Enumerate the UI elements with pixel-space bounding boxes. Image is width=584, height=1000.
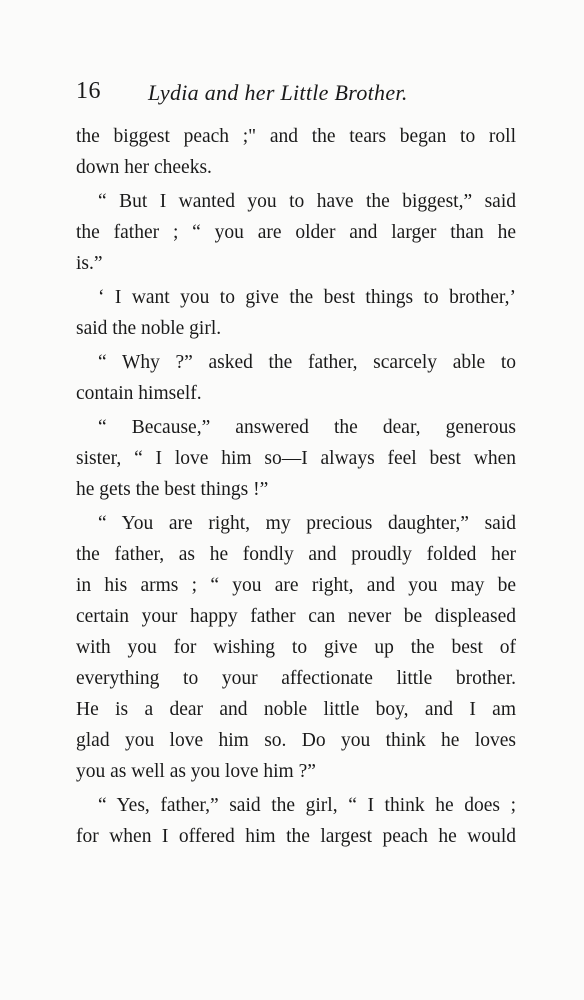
text-line: the father ; “ you are older and larger than he — [76, 222, 516, 243]
text-line: is.” — [76, 253, 103, 274]
text-line: “ Why ?” asked the father, scarcely able to — [98, 352, 516, 373]
text-line: glad you love him so. Do you think he loves — [76, 730, 516, 751]
text-line: he gets the best things !” — [76, 479, 269, 500]
text-line: for when I offered him the largest peach he would — [76, 826, 516, 847]
text-line: with you for wishing to give up the best of — [76, 637, 516, 658]
page-header — [76, 78, 516, 114]
text-line: contain himself. — [76, 383, 202, 404]
text-line: the biggest peach ;" and the tears began to roll — [76, 126, 516, 147]
text-line: ‘ I want you to give the best things to brother,’ — [98, 287, 516, 308]
text-line: down her cheeks. — [76, 157, 212, 178]
text-line: in his arms ; “ you are right, and you may be — [76, 575, 516, 596]
text-line: the father, as he fondly and proudly folded her — [76, 544, 516, 565]
running-head: Lydia and her Little Brother. — [148, 80, 408, 105]
text-line: everything to your affectionate little brother. — [76, 668, 516, 689]
text-line: you as well as you love him ?” — [76, 761, 316, 782]
text-line: He is a dear and noble little boy, and I am — [76, 699, 516, 720]
text-line: said the noble girl. — [76, 318, 222, 339]
page-number: 16 — [76, 78, 101, 104]
text-line: certain your happy father can never be displeased — [76, 606, 516, 627]
body-text — [76, 121, 516, 852]
text-line: “ Because,” answered the dear, generous — [98, 417, 516, 438]
text-line: sister, “ I love him so—I always feel best when — [76, 448, 516, 469]
text-line: “ But I wanted you to have the biggest,” said — [98, 191, 516, 212]
text-line: “ Yes, father,” said the girl, “ I think he does ; — [98, 795, 516, 816]
text-line: “ You are right, my precious daughter,” said — [98, 513, 516, 534]
